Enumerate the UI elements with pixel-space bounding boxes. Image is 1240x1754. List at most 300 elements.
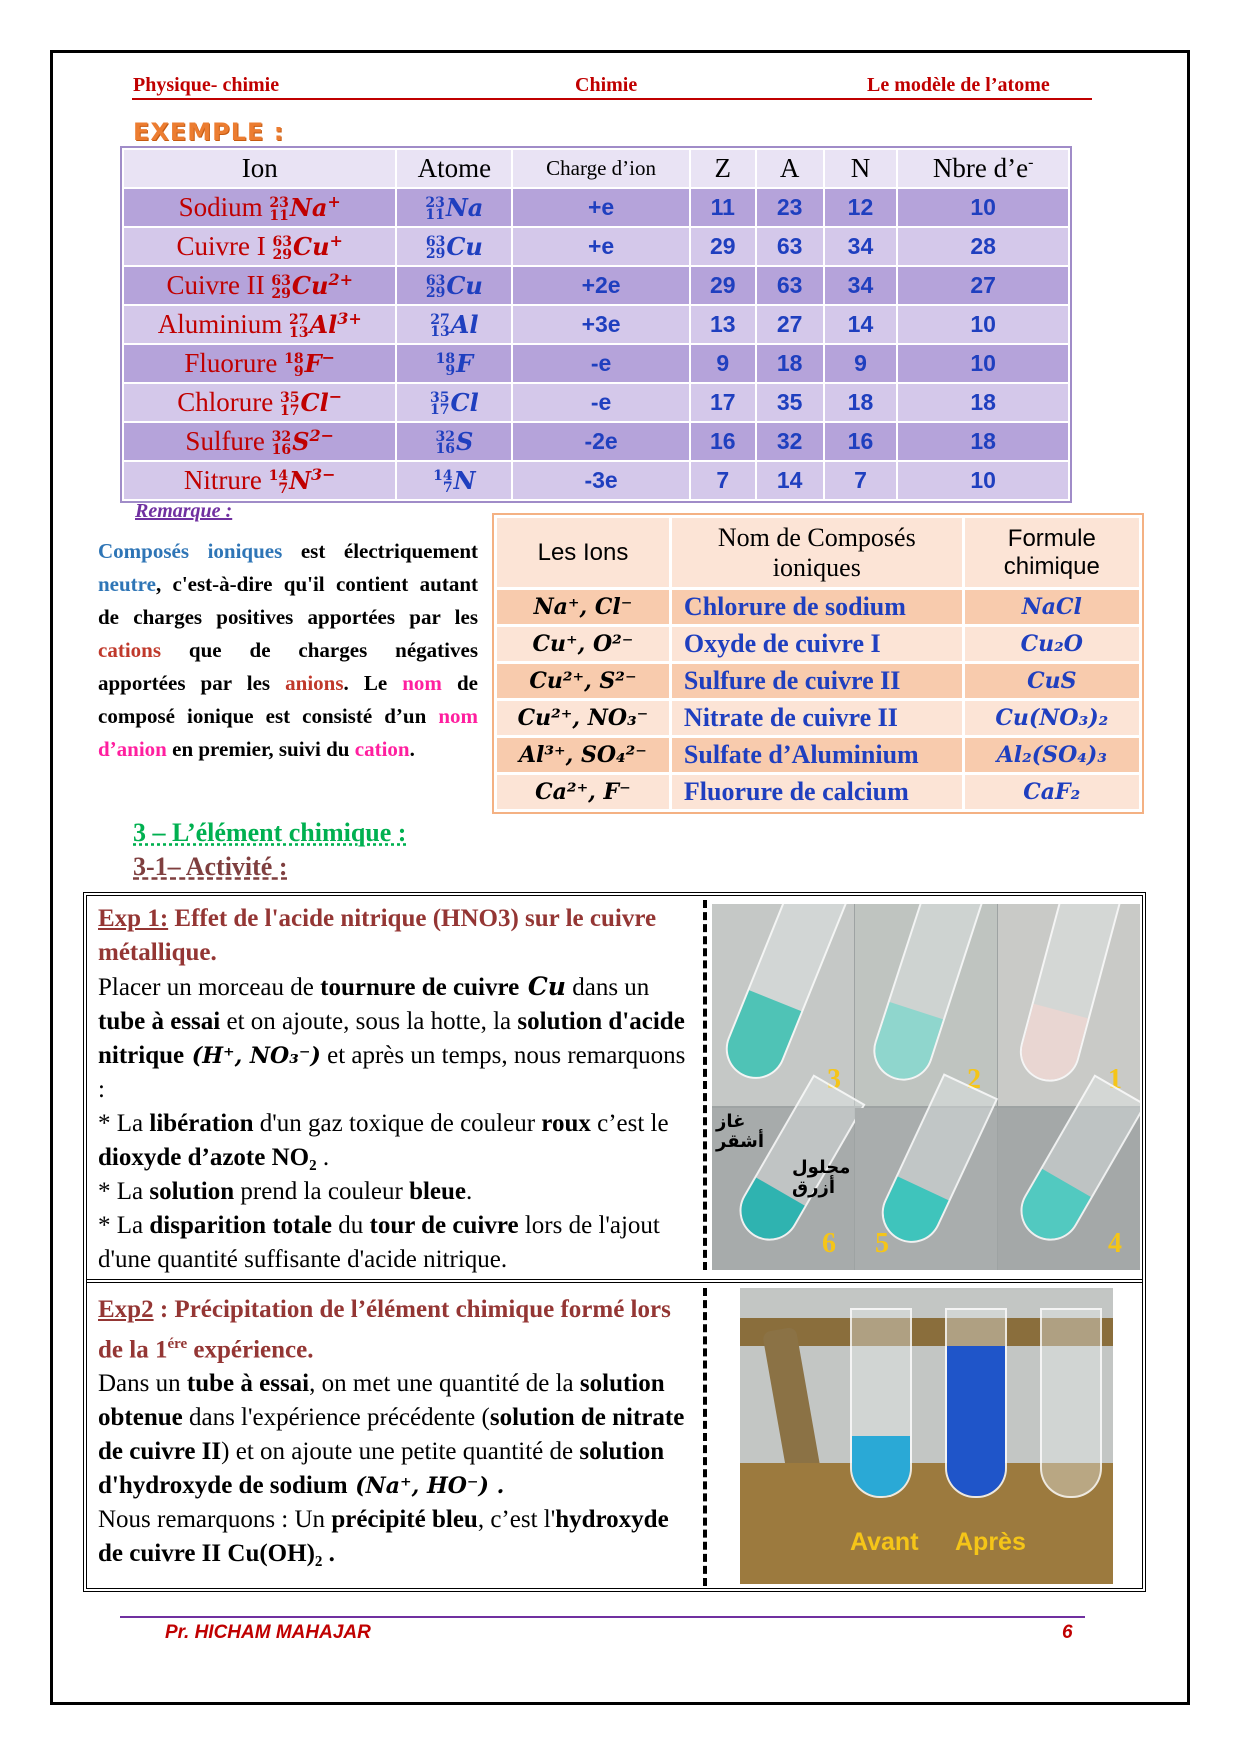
mass-number: 18 <box>284 350 304 367</box>
cell-n: 16 <box>824 422 898 461</box>
ion-row <box>123 422 1069 461</box>
ion-symbol <box>272 232 342 261</box>
mass-number: 27 <box>430 311 450 328</box>
exp1-word: . <box>466 1178 473 1205</box>
element-symbol: S <box>455 426 474 456</box>
exp1-divider <box>703 900 707 1270</box>
exp1-word: solution d'acide nitrique <box>98 1008 685 1069</box>
mass-number: 32 <box>435 428 455 445</box>
exp2-procedure <box>98 1367 698 1503</box>
compound-row <box>496 700 1141 737</box>
exp2-photo <box>740 1288 1113 1584</box>
compound-ions: Cu²⁺, NO₃⁻ <box>496 700 671 737</box>
cell-z: 16 <box>690 422 756 461</box>
mass-number: 18 <box>435 350 456 367</box>
exp1-word: * La <box>98 1212 150 1239</box>
exp1-word: bleue <box>409 1178 467 1205</box>
element-symbol: Cl <box>300 388 329 417</box>
remarque-word: anions <box>285 671 344 695</box>
isotope-numbers <box>288 311 309 341</box>
isotope-numbers <box>430 389 450 419</box>
ion-symbol <box>284 349 335 378</box>
atomic-number: 13 <box>430 324 450 341</box>
cell-z: 29 <box>690 227 756 266</box>
cell-z: 7 <box>690 461 756 500</box>
element-symbol: Cu <box>446 231 483 261</box>
atomic-number: 17 <box>430 402 450 419</box>
ion-name-text: Cuivre I <box>176 231 266 261</box>
mass-number: 14 <box>268 467 289 484</box>
header-chapter: Le modèle de l’atome <box>867 74 1050 96</box>
atomic-number: 16 <box>435 441 455 458</box>
exp1-word: dioxyde d’azote NO₂ <box>98 1144 317 1171</box>
photo-panel-1 <box>998 904 1140 1106</box>
mass-number: 35 <box>280 389 300 406</box>
cell-a: 18 <box>756 344 824 383</box>
element-symbol: Al <box>309 310 338 339</box>
element-symbol: N <box>289 466 312 495</box>
ion-row <box>123 383 1069 422</box>
cell-z: 13 <box>690 305 756 344</box>
cell-n: 34 <box>824 266 898 305</box>
compound-ions: Cu²⁺, S²⁻ <box>496 663 671 700</box>
atomic-number: 29 <box>272 246 292 263</box>
col-ions: Les Ions <box>496 517 671 589</box>
exp2-word: hydroxyde de cuivre II Cu(OH)₂ . <box>98 1506 669 1568</box>
exp2-word: dans l'expérience précédente ( <box>182 1404 490 1432</box>
col-z: Z <box>690 149 756 188</box>
ion-cell <box>123 188 396 227</box>
compound-formula: Al₂(SO₄)₃ <box>963 737 1140 774</box>
cell-e: 18 <box>897 383 1069 422</box>
photo-number: 4 <box>1108 1228 1122 1259</box>
mass-number: 27 <box>288 311 309 328</box>
exp1-word: tournure de cuivre <box>320 974 520 1001</box>
cell-e: 27 <box>897 266 1069 305</box>
ions-table-header <box>123 149 1069 188</box>
isotope-numbers <box>435 350 456 380</box>
atomic-number: 17 <box>280 402 300 419</box>
atomic-number: 7 <box>278 480 289 497</box>
remarque-word: . <box>409 737 415 761</box>
remarque-word: cations <box>98 638 161 662</box>
remarque-text <box>98 535 478 766</box>
ion-name-text: Chlorure <box>177 387 274 417</box>
cell-a: 27 <box>756 305 824 344</box>
exp2-title <box>98 1293 698 1367</box>
atom-cell <box>396 383 512 422</box>
cell-n: 18 <box>824 383 898 422</box>
cell-e: 10 <box>897 188 1069 227</box>
cell-charge: -3e <box>512 461 690 500</box>
col-a: A <box>756 149 824 188</box>
atom-cell <box>396 188 512 227</box>
isotope-numbers <box>433 467 453 497</box>
remarque-word: que de charges négatives apportées par les <box>98 638 478 695</box>
atomic-number: 9 <box>445 363 456 380</box>
atomic-number: 29 <box>425 285 446 302</box>
atom-cell <box>396 461 512 500</box>
ion-row <box>123 461 1069 500</box>
atom-symbol <box>433 466 475 495</box>
ion-name-text: Sodium <box>178 192 263 222</box>
exp2-title-text: expérience. <box>187 1336 314 1364</box>
cell-a: 14 <box>756 461 824 500</box>
compound-formula: CuS <box>963 663 1140 700</box>
element-symbol: S <box>292 427 310 456</box>
element-symbol: F <box>304 349 322 378</box>
photo-panel-6 <box>712 1108 854 1270</box>
remarque-word: nom d’anion <box>98 704 478 761</box>
compound-name: Sulfure de cuivre II <box>670 663 963 700</box>
ion-name-text: Cuivre II <box>166 270 265 300</box>
compound-row <box>496 663 1141 700</box>
exp2-word: tube à essai <box>186 1370 310 1398</box>
exp1-observation-2 <box>98 1175 698 1209</box>
mass-number: 63 <box>272 233 292 250</box>
cell-e: 10 <box>897 305 1069 344</box>
exp1-word: d'un gaz toxique de couleur <box>253 1110 542 1137</box>
atom-symbol <box>436 349 474 378</box>
ion-cell <box>123 461 396 500</box>
exp1-word: dans un <box>565 974 650 1001</box>
isotope-numbers <box>425 272 446 302</box>
gas-label: غاز أشقر <box>716 1111 765 1152</box>
ion-cell <box>123 227 396 266</box>
exp1-word: solution <box>149 1178 235 1205</box>
atom-symbol <box>435 427 473 456</box>
ion-cell <box>123 266 396 305</box>
ion-charge-sup: + <box>327 192 341 211</box>
cell-a: 63 <box>756 227 824 266</box>
cell-charge: -e <box>512 383 690 422</box>
photo-panel-5 <box>855 1108 997 1270</box>
col-charge: Charge d’ion <box>512 149 690 188</box>
exp1-word: . <box>316 1144 330 1171</box>
exp1-word: disparition totale <box>149 1212 333 1239</box>
compound-name: Oxyde de cuivre I <box>670 626 963 663</box>
cell-n: 12 <box>824 188 898 227</box>
header-underline <box>132 98 1092 100</box>
isotope-numbers <box>280 389 300 419</box>
mass-number: 23 <box>425 194 445 211</box>
exp1-word: et on ajoute, sous la hotte, la <box>220 1008 518 1035</box>
cell-a: 35 <box>756 383 824 422</box>
atom-cell <box>396 344 512 383</box>
cell-charge: -e <box>512 344 690 383</box>
exp2-word: Nous remarquons : Un <box>98 1506 332 1534</box>
compound-row <box>496 626 1141 663</box>
exp1-word: (H⁺, NO₃⁻) <box>184 1043 321 1069</box>
ion-symbol <box>269 193 340 222</box>
element-symbol: Cu <box>446 270 483 300</box>
cell-z: 11 <box>690 188 756 227</box>
compound-row <box>496 774 1141 811</box>
exp2-word: ) et on ajoute une petite quantité de <box>221 1438 580 1466</box>
remarque-word: en premier, suivi du <box>166 737 355 761</box>
compound-formula: CaF₂ <box>963 774 1140 811</box>
cell-n: 7 <box>824 461 898 500</box>
photo-number: 6 <box>822 1228 836 1259</box>
compound-name: Nitrate de cuivre II <box>670 700 963 737</box>
isotope-numbers <box>430 311 450 341</box>
isotope-numbers <box>272 233 292 263</box>
atom-symbol <box>425 193 483 222</box>
section-heading-3-1: 3-1– Activité : <box>133 852 288 881</box>
remarque-title: Remarque : <box>135 500 233 522</box>
tube-liquid <box>1012 1169 1090 1249</box>
atomic-number: 29 <box>425 246 446 263</box>
exp1-text <box>98 902 698 1277</box>
compound-ions: Cu⁺, O²⁻ <box>496 626 671 663</box>
cell-e: 10 <box>897 344 1069 383</box>
atomic-number: 9 <box>293 363 304 380</box>
tube-liquid <box>719 990 801 1085</box>
exp2-divider <box>703 1288 707 1586</box>
exp1-word: tube à essai <box>98 1008 221 1035</box>
ion-charge-sup: 3− <box>311 465 336 484</box>
cell-n: 34 <box>824 227 898 266</box>
exemple-label: EXEMPLE : <box>133 118 285 146</box>
atom-cell <box>396 266 512 305</box>
ion-charge-sup: 2+ <box>328 270 353 289</box>
element-symbol: Na <box>445 192 484 222</box>
atom-symbol <box>426 232 483 261</box>
atom-symbol <box>430 388 479 417</box>
cell-charge: +3e <box>512 305 690 344</box>
page-number: 6 <box>1062 1622 1073 1643</box>
cell-charge: -2e <box>512 422 690 461</box>
atom-cell <box>396 422 512 461</box>
footer-line <box>120 1616 1085 1618</box>
exp2-word: précipité bleu <box>331 1506 478 1534</box>
ion-charge-sup: − <box>328 387 343 406</box>
remarque-word: est électriquement <box>282 539 478 563</box>
mass-number: 63 <box>425 272 446 289</box>
exp1-word: lors de l'ajout d'une quantité suffisante d'acide nitrique. <box>98 1212 660 1273</box>
isotope-numbers <box>271 272 291 302</box>
test-tube <box>1013 904 1123 1088</box>
mass-number: 14 <box>433 467 453 484</box>
isotope-numbers <box>268 467 289 497</box>
exp2-word: , on met une quantité de la <box>309 1370 580 1398</box>
element-symbol: Cl <box>450 387 479 417</box>
remarque-word: nom <box>402 671 442 695</box>
ion-cell <box>123 305 396 344</box>
ion-row <box>123 305 1069 344</box>
remarque-word: neutre <box>98 572 156 596</box>
header-course: Chimie <box>575 74 638 96</box>
compound-formula: Cu₂O <box>963 626 1140 663</box>
ion-symbol <box>280 388 342 417</box>
compound-formula: NaCl <box>963 589 1140 626</box>
ion-name-text: Nitrure <box>183 465 262 495</box>
compound-ions: Al³⁺, SO₄²⁻ <box>496 737 671 774</box>
ions-table <box>122 148 1070 501</box>
cell-z: 9 <box>690 344 756 383</box>
exp2-word: solution obtenue <box>98 1370 665 1432</box>
tube-liquid <box>947 1346 1005 1496</box>
atomic-number: 13 <box>288 324 309 341</box>
ion-row <box>123 188 1069 227</box>
atom-symbol <box>426 271 483 300</box>
tube-liquid <box>868 1002 943 1086</box>
ion-name-text: Sulfure <box>185 426 265 456</box>
remarque-word: , c'est-à-dire qu'il contient autant de charges positives apportées par les <box>98 572 478 629</box>
element-symbol: N <box>453 465 476 495</box>
col-n: N <box>824 149 898 188</box>
atomic-number: 16 <box>271 441 292 458</box>
photo-number: 3 <box>827 1064 841 1095</box>
compound-name: Chlorure de sodium <box>670 589 963 626</box>
label-apres: Après <box>955 1528 1026 1556</box>
ion-cell <box>123 344 396 383</box>
compound-name: Sulfate d’Aluminium <box>670 737 963 774</box>
exp2-text <box>98 1293 698 1571</box>
exp2-word: solution d'hydroxyde de sodium <box>98 1438 665 1500</box>
photo-number: 1 <box>1108 1064 1122 1095</box>
cell-a: 63 <box>756 266 824 305</box>
ion-cell <box>123 422 396 461</box>
ion-row <box>123 344 1069 383</box>
remarque-word: Composés <box>98 539 190 563</box>
exp2-word: Dans un <box>98 1370 187 1398</box>
ion-charge-sup: + <box>329 231 343 250</box>
compounds-table-header <box>496 517 1141 589</box>
ion-name-text: Aluminium <box>157 309 283 339</box>
exp1-word: et après un temps, nous remarquons : <box>98 1042 686 1103</box>
photo-panel-3 <box>712 904 854 1106</box>
exp1-photo <box>712 904 1140 1270</box>
experiments-divider <box>87 1279 1142 1284</box>
tube-liquid <box>1016 1004 1088 1086</box>
remarque-word: . Le <box>343 671 403 695</box>
exp2-word: , c’est l' <box>477 1506 556 1534</box>
cell-a: 23 <box>756 188 824 227</box>
col-formula: Formule chimique <box>963 517 1140 589</box>
test-tube <box>866 904 985 1088</box>
section-heading-3: 3 – L’élément chimique : <box>133 818 407 847</box>
atom-cell <box>396 305 512 344</box>
exp1-procedure <box>98 970 698 1107</box>
ion-row <box>123 227 1069 266</box>
ion-cell <box>123 383 396 422</box>
ion-symbol <box>272 427 334 456</box>
exp1-word: libération <box>149 1110 254 1137</box>
compound-ions: Na⁺, Cl⁻ <box>496 589 671 626</box>
cell-z: 17 <box>690 383 756 422</box>
cell-charge: +2e <box>512 266 690 305</box>
exp2-word: (Na⁺, HO⁻) . <box>347 1473 505 1500</box>
test-tube <box>717 904 848 1088</box>
element-symbol: F <box>456 348 474 378</box>
element-symbol: Al <box>450 309 479 339</box>
exp1-word: Placer un morceau de <box>98 974 321 1001</box>
isotope-numbers <box>425 233 446 263</box>
tube-liquid <box>852 1436 910 1496</box>
cell-z: 29 <box>690 266 756 305</box>
element-symbol: Cu <box>292 232 330 261</box>
exp1-observation-3 <box>98 1209 698 1277</box>
tube-before <box>850 1308 912 1498</box>
cell-n: 9 <box>824 344 898 383</box>
exp1-word: * La <box>98 1178 150 1205</box>
header-subject: Physique- chimie <box>133 74 280 96</box>
mass-number: 35 <box>430 389 450 406</box>
exp1-observation-1 <box>98 1107 698 1175</box>
element-symbol: Cu <box>291 271 329 300</box>
isotope-numbers <box>269 194 289 224</box>
photo-panel-2 <box>855 904 997 1106</box>
exp1-label: Exp 1: <box>98 905 169 932</box>
exp1-title-text: Effet de l'acide nitrique (HNO3) sur le cuivre métallique. <box>98 905 657 966</box>
mass-number: 32 <box>271 428 292 445</box>
exp1-title <box>98 902 698 970</box>
cell-e: 10 <box>897 461 1069 500</box>
exp2-title-text: : Précipitation de l’élément chimique formé lors de la 1 <box>98 1296 671 1364</box>
ion-symbol <box>271 271 353 300</box>
compound-name: Fluorure de calcium <box>670 774 963 811</box>
compound-row <box>496 737 1141 774</box>
mass-number: 63 <box>271 272 291 289</box>
col-compound-name: Nom de Composés ioniques <box>670 517 963 589</box>
compound-formula: Cu(NO₃)₂ <box>963 700 1140 737</box>
col-electrons: Nbre d’e- <box>897 149 1069 188</box>
compound-ions: Ca²⁺, F⁻ <box>496 774 671 811</box>
atomic-number: 11 <box>425 207 445 224</box>
exp1-word: prend la couleur <box>234 1178 410 1205</box>
atom-symbol <box>430 310 478 339</box>
ion-symbol <box>289 310 362 339</box>
ion-charge-sup: − <box>321 348 336 367</box>
atomic-number: 11 <box>269 207 289 224</box>
compound-row <box>496 589 1141 626</box>
exp1-word: du <box>332 1212 370 1239</box>
atomic-number: 7 <box>442 480 453 497</box>
exp2-observation <box>98 1503 698 1571</box>
atom-cell <box>396 227 512 266</box>
ion-charge-sup: 3+ <box>337 309 362 328</box>
isotope-numbers <box>284 350 304 380</box>
exp1-word: Cu <box>519 972 566 1001</box>
col-ion: Ion <box>123 149 396 188</box>
exp2-title-sup: ére <box>167 1336 188 1352</box>
atomic-number: 29 <box>271 285 291 302</box>
cell-charge: +e <box>512 188 690 227</box>
electron-minus-sup: - <box>1028 154 1034 171</box>
exp2-word: solution de nitrate de cuivre II <box>98 1404 685 1466</box>
cell-e: 18 <box>897 422 1069 461</box>
tube-after <box>945 1308 1007 1498</box>
footer-author: Pr. HICHAM MAHAJAR <box>165 1622 371 1643</box>
remarque-word: de composé ionique est consisté d’un <box>98 671 479 728</box>
mass-number: 23 <box>269 194 289 211</box>
ion-symbol <box>269 466 336 495</box>
ionic-compounds-table <box>494 515 1142 812</box>
exp2-label: Exp2 <box>98 1296 154 1323</box>
photo-number: 2 <box>967 1064 981 1095</box>
solution-label: محلول أزرق <box>792 1157 851 1198</box>
tube-empty <box>1040 1308 1102 1498</box>
ion-name-text: Fluorure <box>184 348 278 378</box>
exp1-word: c’est le <box>590 1110 669 1137</box>
element-symbol: Na <box>289 193 328 222</box>
cell-n: 14 <box>824 305 898 344</box>
remarque-word: cation <box>354 737 410 761</box>
exp1-word: roux <box>541 1110 591 1137</box>
ion-charge-sup: 2− <box>309 426 335 445</box>
mass-number: 63 <box>425 233 446 250</box>
